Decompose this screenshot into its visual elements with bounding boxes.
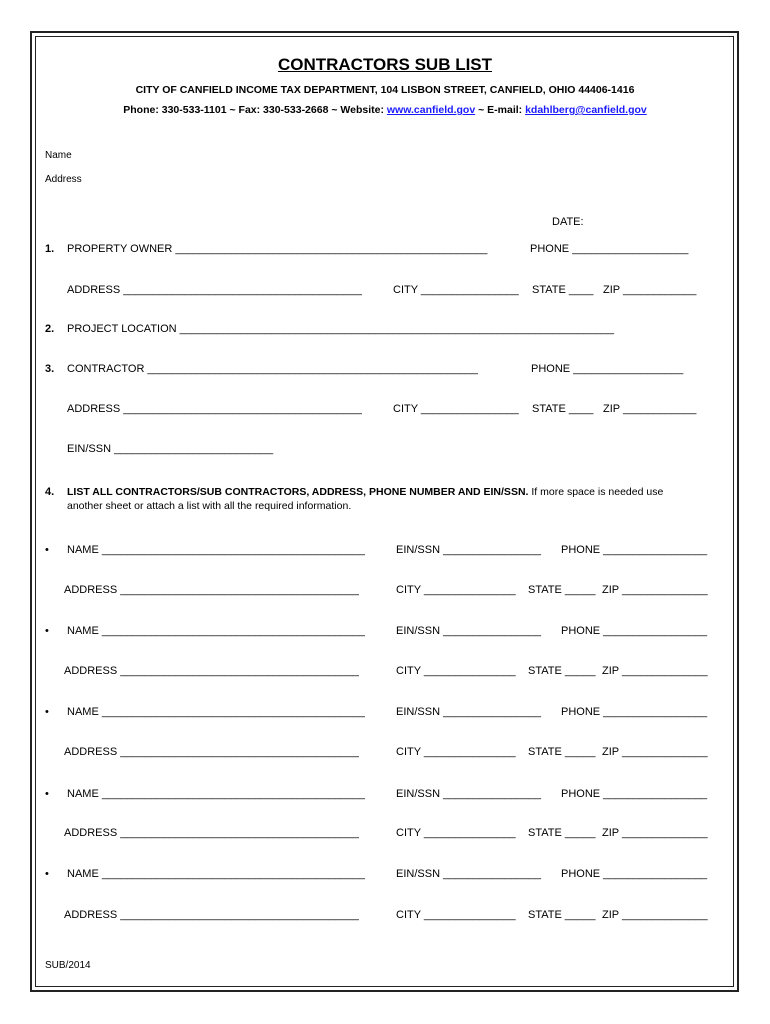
sub-name-field[interactable]: NAME ___________________________________________	[67, 788, 365, 800]
sub-address-field[interactable]: ADDRESS _______________________________________	[64, 909, 359, 921]
sub-ein-field[interactable]: EIN/SSN ________________	[396, 625, 541, 637]
section2-number: 2.	[45, 323, 55, 335]
property-owner-field[interactable]: PROPERTY OWNER ___________________________________________________	[67, 243, 488, 255]
sub-phone-field[interactable]: PHONE _________________	[561, 544, 708, 556]
owner-phone-field[interactable]: PHONE ___________________	[530, 243, 689, 255]
sub-ein-field[interactable]: EIN/SSN ________________	[396, 788, 541, 800]
section4-note: If more space is needed use	[531, 486, 664, 498]
sub-address-field[interactable]: ADDRESS _______________________________________	[64, 584, 359, 596]
owner-zip-field[interactable]: ZIP ____________	[603, 284, 697, 296]
date-label: DATE:	[552, 216, 584, 228]
contractor-ein-field[interactable]: EIN/SSN __________________________	[67, 443, 274, 455]
form-code: SUB/2014	[45, 960, 91, 971]
owner-city-field[interactable]: CITY ________________	[393, 284, 519, 296]
contractor-field[interactable]: CONTRACTOR ______________________________________________________	[67, 363, 478, 375]
sub-ein-field[interactable]: EIN/SSN ________________	[396, 544, 541, 556]
sub-state-field[interactable]: STATE _____	[528, 827, 596, 839]
sub-address-field[interactable]: ADDRESS _______________________________________	[64, 665, 359, 677]
sub-city-field[interactable]: CITY _______________	[396, 584, 516, 596]
sub-phone-field[interactable]: PHONE _________________	[561, 625, 708, 637]
sub-zip-field[interactable]: ZIP ______________	[602, 665, 708, 677]
contact-prefix: Phone: 330-533-1101 ~ Fax: 330-533-2668 ~ Website:	[123, 104, 387, 116]
section4-note-continued: another sheet or attach a list with all the required information.	[67, 500, 352, 512]
contractor-phone-field[interactable]: PHONE __________________	[531, 363, 684, 375]
email-link[interactable]: kdahlberg@canfield.gov	[525, 104, 647, 116]
sub-state-field[interactable]: STATE _____	[528, 665, 596, 677]
sub-city-field[interactable]: CITY _______________	[396, 746, 516, 758]
section4-number: 4.	[45, 486, 55, 498]
section1-number: 1.	[45, 243, 55, 255]
sub-ein-field[interactable]: EIN/SSN ________________	[396, 868, 541, 880]
entry-bullet: •	[45, 868, 49, 880]
contact-line	[0, 104, 770, 117]
entry-bullet: •	[45, 706, 49, 718]
website-link[interactable]: www.canfield.gov	[386, 104, 476, 116]
sub-zip-field[interactable]: ZIP ______________	[602, 584, 708, 596]
sub-address-field[interactable]: ADDRESS _______________________________________	[64, 746, 359, 758]
sub-name-field[interactable]: NAME ___________________________________________	[67, 706, 365, 718]
sub-phone-field[interactable]: PHONE _________________	[561, 706, 708, 718]
sub-name-field[interactable]: NAME ___________________________________________	[67, 625, 365, 637]
sub-ein-field[interactable]: EIN/SSN ________________	[396, 706, 541, 718]
owner-address-field[interactable]: ADDRESS _______________________________________	[67, 284, 362, 296]
contractor-zip-field[interactable]: ZIP ____________	[603, 403, 697, 415]
address-label: Address	[45, 174, 82, 185]
form-title: CONTRACTORS SUB LIST	[277, 55, 493, 74]
owner-state-field[interactable]: STATE ____	[532, 284, 594, 296]
project-location-field[interactable]: PROJECT LOCATION _______________________________________________________________________	[67, 323, 615, 335]
sub-address-field[interactable]: ADDRESS _______________________________________	[64, 827, 359, 839]
sub-name-field[interactable]: NAME ___________________________________________	[67, 544, 365, 556]
sub-state-field[interactable]: STATE _____	[528, 746, 596, 758]
sub-state-field[interactable]: STATE _____	[528, 909, 596, 921]
sub-zip-field[interactable]: ZIP ______________	[602, 827, 708, 839]
sub-zip-field[interactable]: ZIP ______________	[602, 746, 708, 758]
entry-bullet: •	[45, 788, 49, 800]
email-prefix: ~ E-mail:	[475, 104, 526, 116]
sub-zip-field[interactable]: ZIP ______________	[602, 909, 708, 921]
contractor-address-field[interactable]: ADDRESS _______________________________________	[67, 403, 362, 415]
sub-state-field[interactable]: STATE _____	[528, 584, 596, 596]
sub-name-field[interactable]: NAME ___________________________________________	[67, 868, 365, 880]
section4-heading: LIST ALL CONTRACTORS/SUB CONTRACTORS, ADDRESS, PHONE NUMBER AND EIN/SSN.	[67, 486, 529, 498]
sub-city-field[interactable]: CITY _______________	[396, 665, 516, 677]
sub-city-field[interactable]: CITY _______________	[396, 827, 516, 839]
sub-city-field[interactable]: CITY _______________	[396, 909, 516, 921]
contractor-state-field[interactable]: STATE ____	[532, 403, 594, 415]
contractor-city-field[interactable]: CITY ________________	[393, 403, 519, 415]
department-address: CITY OF CANFIELD INCOME TAX DEPARTMENT, 104 LISBON STREET, CANFIELD, OHIO 44406-1416	[135, 84, 635, 96]
entry-bullet: •	[45, 625, 49, 637]
sub-phone-field[interactable]: PHONE _________________	[561, 868, 708, 880]
entry-bullet: •	[45, 544, 49, 556]
section4-instructions	[67, 486, 663, 499]
sub-phone-field[interactable]: PHONE _________________	[561, 788, 708, 800]
section3-number: 3.	[45, 363, 55, 375]
name-label: Name	[45, 150, 72, 161]
